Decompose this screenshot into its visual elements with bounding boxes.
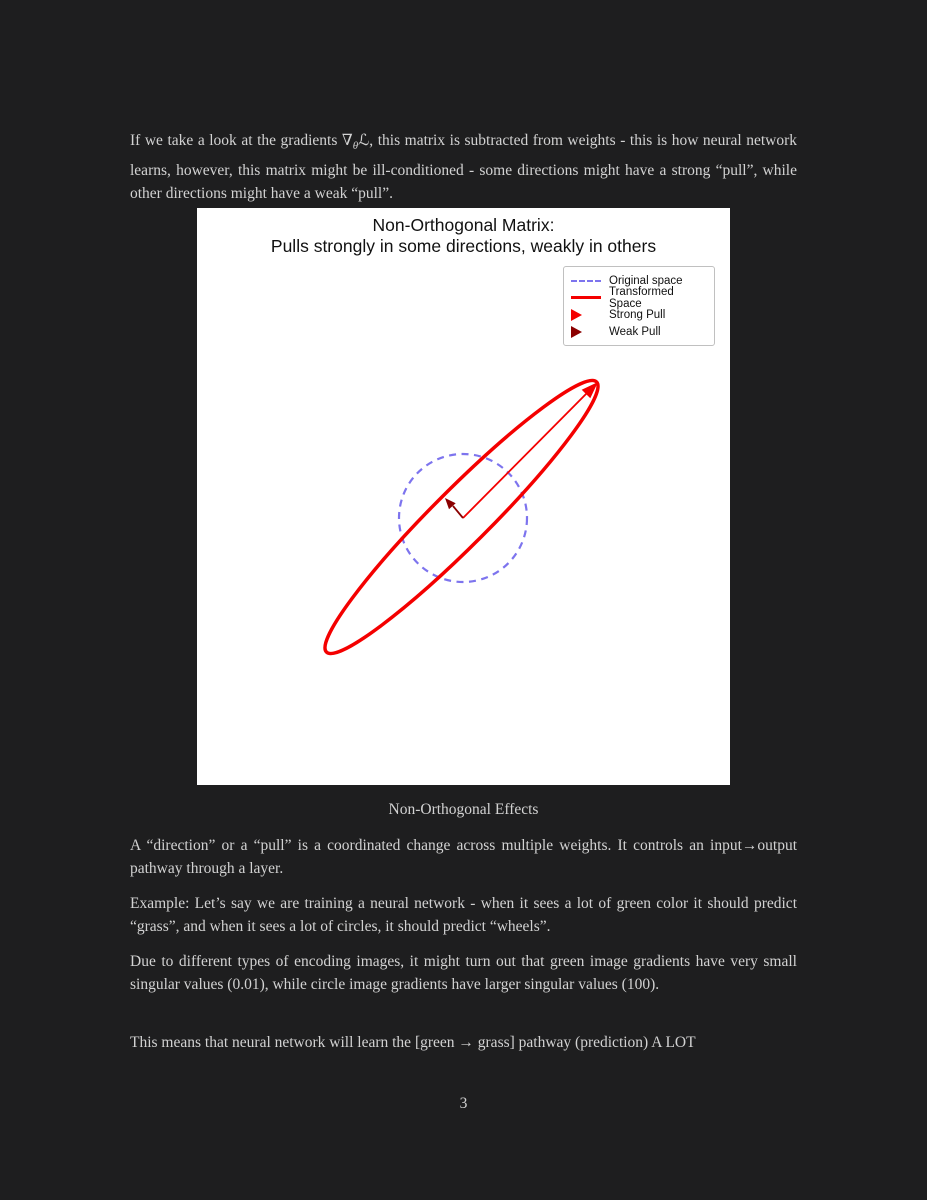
solid-line-swatch	[571, 296, 601, 299]
paragraph-singular-values: Due to different types of encoding images, it might turn out that green image gradients have very small singular values (0.01), while circle image gradients have larger singular values (100).	[130, 953, 797, 994]
legend-label: Original space	[609, 274, 683, 287]
legend-label: Weak Pull	[609, 325, 661, 338]
dashed-line-swatch	[571, 280, 601, 282]
legend-label: Transformed Space	[609, 285, 674, 310]
figure-caption: Non-Orthogonal Effects	[388, 801, 539, 818]
paragraph-text-pre: If we take a look at the gradients ∇	[130, 132, 353, 149]
page-number: 3	[459, 1095, 468, 1112]
weak-pull-arrow-shaft	[453, 506, 463, 518]
strong-pull-arrow-shaft	[463, 393, 587, 518]
paragraph-text-post: ℒ, this matrix is subtracted from weights - this is how neural network learns, however, this matrix might be ill-conditioned - some directions might have a strong “pull”, while other directions might have a weak “pull”.	[130, 132, 797, 202]
legend-label: Strong Pull	[609, 308, 666, 321]
legend-item-transformed-space	[571, 285, 707, 310]
figure-title-line1: Non-Orthogonal Matrix:	[372, 215, 555, 235]
figure-non-orthogonal-matrix	[197, 208, 730, 785]
theta-subscript: θ	[352, 140, 359, 153]
paragraph-example: Example: Let’s say we are training a neural network - when it sees a lot of green color it should predict “grass”, and when it sees a lot of circles, it should predict “wheels”.	[130, 895, 797, 936]
strong-pull-arrow-icon	[571, 309, 601, 321]
weak-pull-arrow-icon	[571, 326, 601, 338]
paragraph-direction-pull: A “direction” or a “pull” is a coordinated change across multiple weights. It controls an input→output pathway through a layer.	[130, 837, 797, 878]
legend-item-weak-pull	[571, 323, 707, 340]
figure-legend	[563, 266, 715, 346]
figure-title-line2: Pulls strongly in some directions, weakly in others	[270, 236, 657, 256]
paragraph-gradients	[130, 129, 797, 205]
paragraph-green-grass: This means that neural network will learn the [green → grass] pathway (prediction) A LOT	[130, 1034, 696, 1051]
